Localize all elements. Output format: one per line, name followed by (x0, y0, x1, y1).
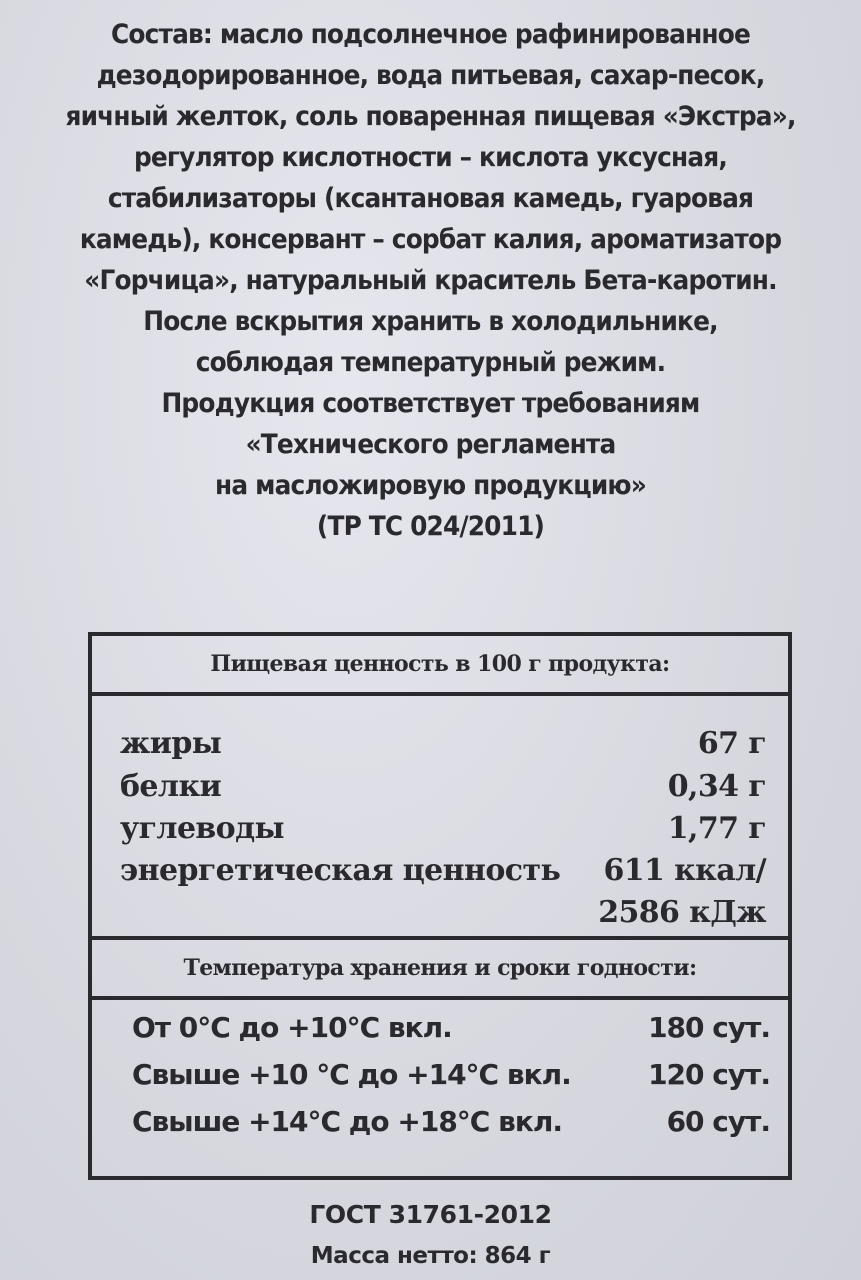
compliance-line: на масложировую продукцию» (215, 470, 646, 501)
nutrient-value: 1,77 г (667, 811, 766, 846)
storage-term: 180 сут. (648, 1011, 770, 1044)
net-mass: Масса нетто: 864 г (310, 1243, 551, 1269)
storage-header: Температура хранения и сроки годности: (92, 936, 788, 1000)
composition-line: регулятор кислотности – кислота уксусная, (133, 142, 728, 173)
composition-line: Состав: масло подсолнечное рафинированное (110, 19, 751, 50)
storage-instruction-line: После вскрытия хранить в холодильнике, (143, 306, 718, 337)
nutrition-header: Пищевая ценность в 100 г продукта: (92, 636, 788, 696)
nutrient-value: 611 ккал/ (603, 853, 766, 888)
storage-instruction-line: соблюдая температурный режим. (195, 347, 666, 378)
compliance-line: Продукция соответствует требованиям (161, 388, 700, 419)
compliance-line: (ТР ТС 024/2011) (316, 511, 545, 542)
composition-line: дезодорированное, вода питьевая, сахар-песок, (96, 60, 765, 91)
composition-line: стабилизаторы (ксантановая камедь, гуаровая (107, 183, 754, 214)
nutrient-name: углеводы (120, 811, 284, 846)
nutrient-name: белки (120, 769, 222, 804)
storage-condition: Свыше +14°С до +18°С вкл. (132, 1105, 562, 1138)
composition-line: «Горчица», натуральный краситель Бета-каротин. (84, 265, 777, 296)
compliance-line: «Технического регламента (245, 429, 616, 460)
nutrition-storage-table (88, 632, 792, 1180)
composition-line: камедь), консервант – сорбат калия, ароматизатор (79, 224, 782, 255)
nutrient-name: энергетическая ценность (120, 853, 561, 888)
storage-condition: Свыше +10 °С до +14°С вкл. (132, 1058, 571, 1091)
composition-line: яичный желток, соль поваренная пищевая «Экстра», (65, 101, 796, 132)
nutrient-value: 67 г (697, 726, 766, 761)
storage-condition: От 0°С до +10°С вкл. (132, 1011, 452, 1044)
nutrient-value: 0,34 г (667, 769, 766, 804)
gost-standard: ГОСТ 31761-2012 (309, 1200, 552, 1229)
energy-kj-value: 2586 кДж (598, 895, 766, 930)
composition-block (0, 14, 861, 547)
storage-term: 60 сут. (666, 1105, 770, 1138)
storage-term: 120 сут. (648, 1058, 770, 1091)
nutrient-name: жиры (120, 726, 222, 761)
